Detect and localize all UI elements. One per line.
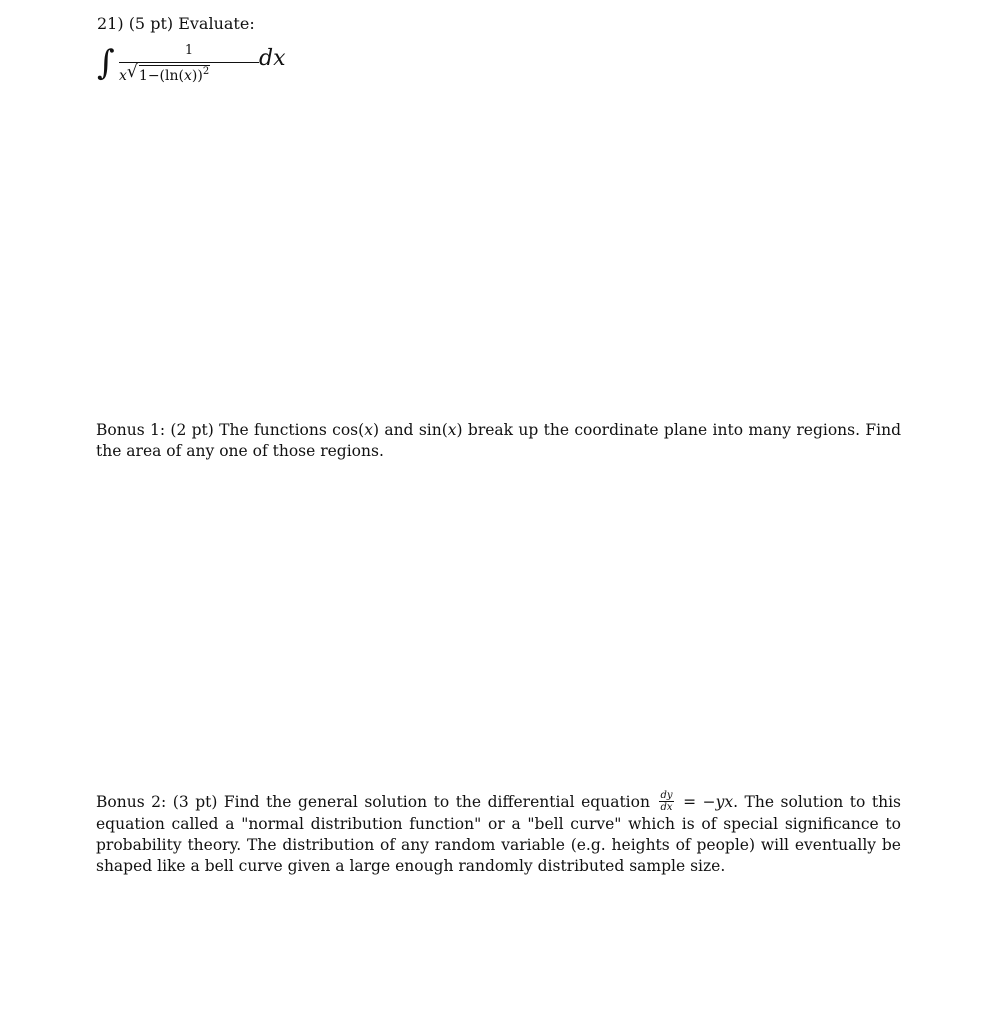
radicand-prefix: 1−(ln(: [138, 68, 184, 84]
cos-var: x: [364, 421, 373, 439]
radicand-suffix: )): [191, 68, 203, 84]
cos-name: cos(: [332, 421, 365, 439]
bonus-2-lead: Bonus 2: (3 pt) Find the general solution to the differential equation: [96, 793, 657, 811]
bonus-1-lead: Bonus 1: (2 pt) The functions: [96, 421, 333, 439]
sin-var: x: [447, 421, 457, 439]
cos-function: [332, 421, 379, 439]
equation-rhs: [677, 793, 734, 811]
fraction-denominator: [119, 62, 210, 87]
question-21-header: 21) (5 pt) Evaluate:: [97, 14, 255, 33]
square-root: [126, 62, 210, 87]
fraction-bar: [119, 62, 259, 63]
bonus-1: [96, 420, 901, 462]
bonus-1-tail: break up the coordinate plane into many regions. Find the area of any one of those regions.: [96, 421, 901, 460]
sin-name: sin(: [418, 421, 448, 439]
denominator-x: x: [119, 68, 127, 84]
bonus-2: [96, 789, 902, 877]
radicand-var: x: [183, 68, 192, 84]
cos-close: ): [372, 421, 379, 439]
bonus-2-tail: . The solution to this equation called a "normal distribution function" or a "bell curve" which is of special significance to probability theory. The distribution of any random variable (e.g. heights of people) will eventually be shaped like a bell curve given a large enough randomly distributed sample size.: [96, 793, 902, 875]
dx-denominator: dx: [660, 801, 673, 813]
radical-symbol: √: [126, 62, 138, 82]
radicand: [139, 65, 210, 87]
dy-numerator: dy: [660, 789, 673, 801]
sin-function: [419, 421, 463, 439]
integral-expression: [97, 42, 917, 90]
radicand-exponent: 2: [202, 66, 210, 77]
fraction-numerator: 1: [184, 43, 194, 58]
integral-sign: ∫: [97, 43, 115, 83]
question-21: [97, 14, 917, 90]
dy-dx-fraction: [659, 791, 673, 812]
differential-dx: dx: [259, 46, 286, 71]
integrand-fraction: [119, 42, 259, 86]
bonus-1-and: and: [379, 421, 419, 439]
equation-rhs-text: = −yx: [676, 793, 734, 811]
sin-close: ): [456, 421, 463, 439]
